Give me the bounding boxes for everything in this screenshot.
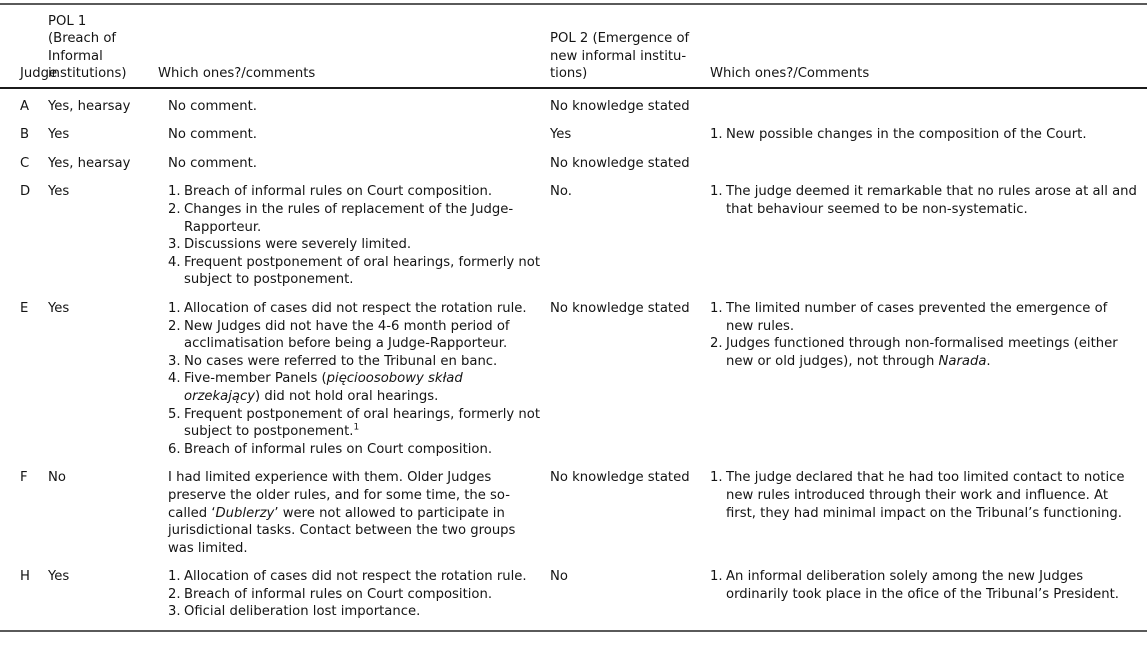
header-line: Informal <box>48 48 103 64</box>
cell-which-ones-2 <box>710 126 1147 144</box>
list-marker: 2. <box>710 336 723 352</box>
list-marker: 5. <box>168 406 181 422</box>
cell-which-ones-1 <box>158 126 550 144</box>
list-marker: 1. <box>710 470 723 486</box>
numbered-list <box>168 568 540 621</box>
row-gap <box>0 115 1147 126</box>
list-marker: 3. <box>168 353 181 369</box>
list-marker: 6. <box>168 441 181 457</box>
numbered-list <box>168 183 540 289</box>
cell-which-ones-2 <box>710 183 1147 289</box>
table-row <box>0 183 1147 289</box>
row-gap <box>0 289 1147 300</box>
list-item: 2. Judges functioned through non-formalised meetings (either new or old judges), not through Narada. <box>710 336 1118 369</box>
header-line: new informal institu- <box>550 48 687 64</box>
list-item: 4. Frequent postponement of oral hearings, formerly not subject to postponement. <box>168 254 540 288</box>
list-marker: 1. <box>710 300 723 316</box>
cell-pol1: Yes, hearsay <box>48 155 131 171</box>
cell-pol2: No knowledge stated <box>550 98 690 114</box>
cell-pol1: Yes <box>48 569 70 585</box>
cell-which-ones-2 <box>710 568 1147 621</box>
cell-which-ones-2 <box>710 155 1147 173</box>
list-marker: 2. <box>168 586 181 602</box>
numbered-list <box>710 568 1137 603</box>
list-marker: 1. <box>710 569 723 585</box>
list-marker: 2. <box>168 202 181 217</box>
list-item: 3. No cases were referred to the Tribunal en banc. <box>168 353 498 369</box>
list-marker: 1. <box>168 569 181 585</box>
numbered-list <box>710 126 1137 144</box>
list-marker: 2. <box>168 318 181 334</box>
list-item: 1. Breach of informal rules on Court composition. <box>168 184 493 200</box>
table-row <box>0 126 1147 144</box>
cell-pol1: Yes <box>48 300 70 316</box>
table-row <box>0 568 1147 621</box>
cell-which-ones-2 <box>710 300 1147 458</box>
list-item: 1. The judge declared that he had too limited contact to notice new rules introduced through their work and influence. At first, they had minimal impact on the Tribunal’s functioning. <box>710 470 1125 521</box>
table-row <box>0 469 1147 557</box>
cell-pol2: No knowledge stated <box>550 470 690 486</box>
list-marker: 1. <box>710 184 723 200</box>
column-header-which-ones-2 <box>710 13 1147 87</box>
numbered-list <box>710 469 1137 522</box>
list-item: 2. Breach of informal rules on Court composition. <box>168 586 493 602</box>
row-gap <box>0 172 1147 183</box>
header-line: Judge <box>20 66 58 82</box>
cell-pol1: Yes, hearsay <box>48 98 131 114</box>
cell-judge: E <box>20 300 29 316</box>
data-table <box>0 5 1147 87</box>
list-item: 4. Five-member Panels (pięcioosobowy skład orzekający) did not hold oral hearings. <box>168 371 463 404</box>
header-line: institutions) <box>48 66 127 82</box>
cell-pol1: Yes <box>48 184 70 200</box>
header-line: POL 1 <box>48 14 87 29</box>
list-item: 1. The limited number of cases prevented the emergence of new rules. <box>710 300 1108 334</box>
cell-which-ones-1 <box>158 469 550 557</box>
cell-which-ones-1 <box>158 568 550 621</box>
header-line: tions) <box>550 66 588 82</box>
list-item: 1. Allocation of cases did not respect the rotation rule. <box>168 569 527 585</box>
cell-which-ones-1 <box>158 155 550 173</box>
header-line: POL 2 (Emergence of <box>550 31 690 47</box>
list-marker: 1. <box>168 184 181 200</box>
cell-paragraph: No comment. <box>168 127 257 143</box>
row-gap <box>0 144 1147 155</box>
list-item: 2. New Judges did not have the 4-6 month period of acclimatisation before being a Judge-Rapporteur. <box>168 318 510 352</box>
header-line: Which ones?/comments <box>158 66 316 82</box>
list-marker: 4. <box>168 371 181 387</box>
cell-pol1: No <box>48 470 66 486</box>
column-header-pol2 <box>550 13 710 87</box>
numbered-list <box>710 183 1137 218</box>
cell-pol2: No <box>550 569 568 585</box>
cell-which-ones-2 <box>710 89 1147 116</box>
list-marker: 3. <box>168 604 181 620</box>
cell-paragraph: I had limited experience with them. Older Judges preserve the older rules, and for some time, the so-called ‘Dublerzy’ were not allowed to participate in jurisdictional tasks. Contact between the two groups was limited. <box>168 470 516 556</box>
header-row <box>0 13 1147 87</box>
data-table-body <box>0 89 1147 630</box>
list-marker: 3. <box>168 237 181 253</box>
list-marker: 1. <box>168 300 181 316</box>
header-line: (Breach of <box>48 31 117 47</box>
list-item: 6. Breach of informal rules on Court composition. <box>168 441 493 457</box>
body-bottom-gap <box>0 621 1147 630</box>
list-item: 1. New possible changes in the composition of the Court. <box>710 127 1087 143</box>
cell-which-ones-1 <box>158 89 550 116</box>
table-body <box>0 89 1147 630</box>
header-spacer-row <box>0 5 1147 13</box>
list-item: 2. Changes in the rules of replacement of the Judge-Rapporteur. <box>168 202 514 235</box>
cell-paragraph: No comment. <box>168 98 257 114</box>
cell-judge: A <box>20 98 30 114</box>
numbered-list <box>710 300 1137 370</box>
cell-judge: D <box>20 184 31 200</box>
list-item: 3. Oficial deliberation lost importance. <box>168 604 421 620</box>
header-line: Which ones?/Comments <box>710 66 870 82</box>
judges-informal-institutions-table <box>0 3 1147 632</box>
cell-pol2: No knowledge stated <box>550 300 690 316</box>
cell-paragraph: No comment. <box>168 155 257 171</box>
cell-which-ones-1 <box>158 300 550 458</box>
table-head <box>0 5 1147 87</box>
cell-pol2: No. <box>550 184 572 200</box>
row-gap <box>0 557 1147 568</box>
row-gap <box>0 458 1147 469</box>
numbered-list <box>168 300 540 458</box>
list-item: 1. Allocation of cases did not respect the rotation rule. <box>168 300 527 316</box>
cell-pol2: Yes <box>550 127 572 143</box>
list-marker: 1. <box>710 127 723 143</box>
list-item: 3. Discussions were severely limited. <box>168 237 412 253</box>
cell-judge: H <box>20 569 30 585</box>
list-marker: 4. <box>168 254 181 270</box>
list-item: 5. Frequent postponement of oral hearings, formerly not subject to postponement.$^1$ <box>168 406 540 440</box>
cell-judge: B <box>20 127 30 143</box>
cell-pol2: No knowledge stated <box>550 155 690 171</box>
column-header-which-ones-1 <box>158 13 550 87</box>
table-row <box>0 300 1147 458</box>
table-bottom-rule <box>0 630 1147 632</box>
cell-pol1: Yes <box>48 127 70 143</box>
cell-judge: C <box>20 155 30 171</box>
table-row <box>0 89 1147 116</box>
list-item: 1. The judge deemed it remarkable that no rules arose at all and that behaviour seemed to be non-systematic. <box>710 184 1137 217</box>
cell-which-ones-1 <box>158 183 550 289</box>
list-item: 1. An informal deliberation solely among the new Judges ordinarily took place in the ofice of the Tribunal’s President. <box>710 569 1119 602</box>
table-row <box>0 155 1147 173</box>
column-header-pol1 <box>48 13 158 87</box>
column-header-judge <box>0 13 58 87</box>
cell-which-ones-2 <box>710 469 1147 557</box>
cell-judge: F <box>20 470 28 486</box>
